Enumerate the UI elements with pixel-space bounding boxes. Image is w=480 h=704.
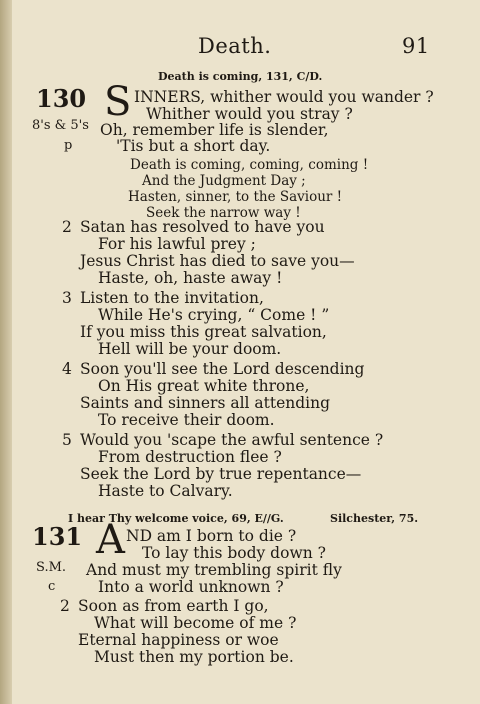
refrain-line: Seek the narrow way ! [146, 205, 301, 221]
hymn-line: Whither would you stray ? [146, 105, 353, 123]
verse-line: From destruction flee ? [98, 448, 282, 466]
hymn-number: 130 [36, 84, 87, 113]
meter: S.M. [36, 560, 67, 575]
verse-line: Saints and sinners all attending [80, 394, 331, 412]
verse-line: While He's crying, “ Come ! ” [98, 306, 330, 324]
drop-cap: S [104, 79, 132, 125]
tune-name: Silchester, 75. [330, 512, 419, 525]
verse-line: What will become of me ? [94, 614, 297, 632]
verse-line: Haste, oh, haste away ! [98, 269, 283, 287]
hymn-line: To lay this body down ? [142, 544, 326, 562]
verse-line: Hell will be your doom. [98, 340, 282, 358]
tune-reference: Death is coming, 131, C/D. [158, 70, 323, 83]
drop-cap: A [96, 517, 125, 563]
verse-number: 3 [62, 289, 72, 307]
meter: 8's & 5's [32, 118, 89, 133]
refrain-line: And the Judgment Day ; [142, 173, 306, 189]
refrain-line: Hasten, sinner, to the Saviour ! [128, 189, 343, 205]
verse-line: Must then my portion be. [94, 648, 294, 666]
verse-line: On His great white throne, [98, 377, 310, 395]
refrain-line: Death is coming, coming, coming ! [130, 157, 369, 173]
page-number: 91 [402, 34, 430, 58]
verse-line: Seek the Lord by true repentance— [80, 465, 362, 483]
verse-line: Eternal happiness or woe [78, 631, 279, 649]
hymn-line: ND am I born to die ? [126, 527, 297, 545]
page-title: Death. [198, 34, 272, 58]
verse-number: 2 [60, 597, 70, 615]
verse-number: 2 [62, 218, 72, 236]
verse-number: 4 [62, 360, 72, 378]
hymn-line: And must my trembling spirit fly [86, 561, 342, 579]
verse-line: Listen to the invitation, [80, 289, 264, 307]
verse-line: If you miss this great salvation, [80, 323, 327, 341]
hymn-line: Oh, remember life is slender, [100, 121, 329, 139]
verse-line: For his lawful prey ; [98, 235, 256, 253]
dynamic-marking: c [48, 579, 56, 594]
verse-line: Haste to Calvary. [98, 482, 233, 500]
verse-line: Satan has resolved to have you [80, 218, 325, 236]
hymn-line: 'Tis but a short day. [116, 137, 271, 155]
book-spine-shadow [0, 0, 12, 704]
tune-reference: I hear Thy welcome voice, 69, E//G. [68, 512, 284, 525]
verse-line: Jesus Christ has died to save you— [80, 252, 355, 270]
verse-line: Soon you'll see the Lord descending [80, 360, 365, 378]
hymnal-page [12, 0, 480, 704]
dynamic-marking: p [64, 138, 73, 153]
hymn-line: INNERS, whither would you wander ? [134, 88, 434, 106]
verse-line: Would you 'scape the awful sentence ? [80, 431, 384, 449]
hymn-number: 131 [32, 522, 83, 551]
verse-line: To receive their doom. [98, 411, 275, 429]
hymn-line: Into a world unknown ? [98, 578, 284, 596]
verse-line: Soon as from earth I go, [78, 597, 269, 615]
verse-number: 5 [62, 431, 72, 449]
